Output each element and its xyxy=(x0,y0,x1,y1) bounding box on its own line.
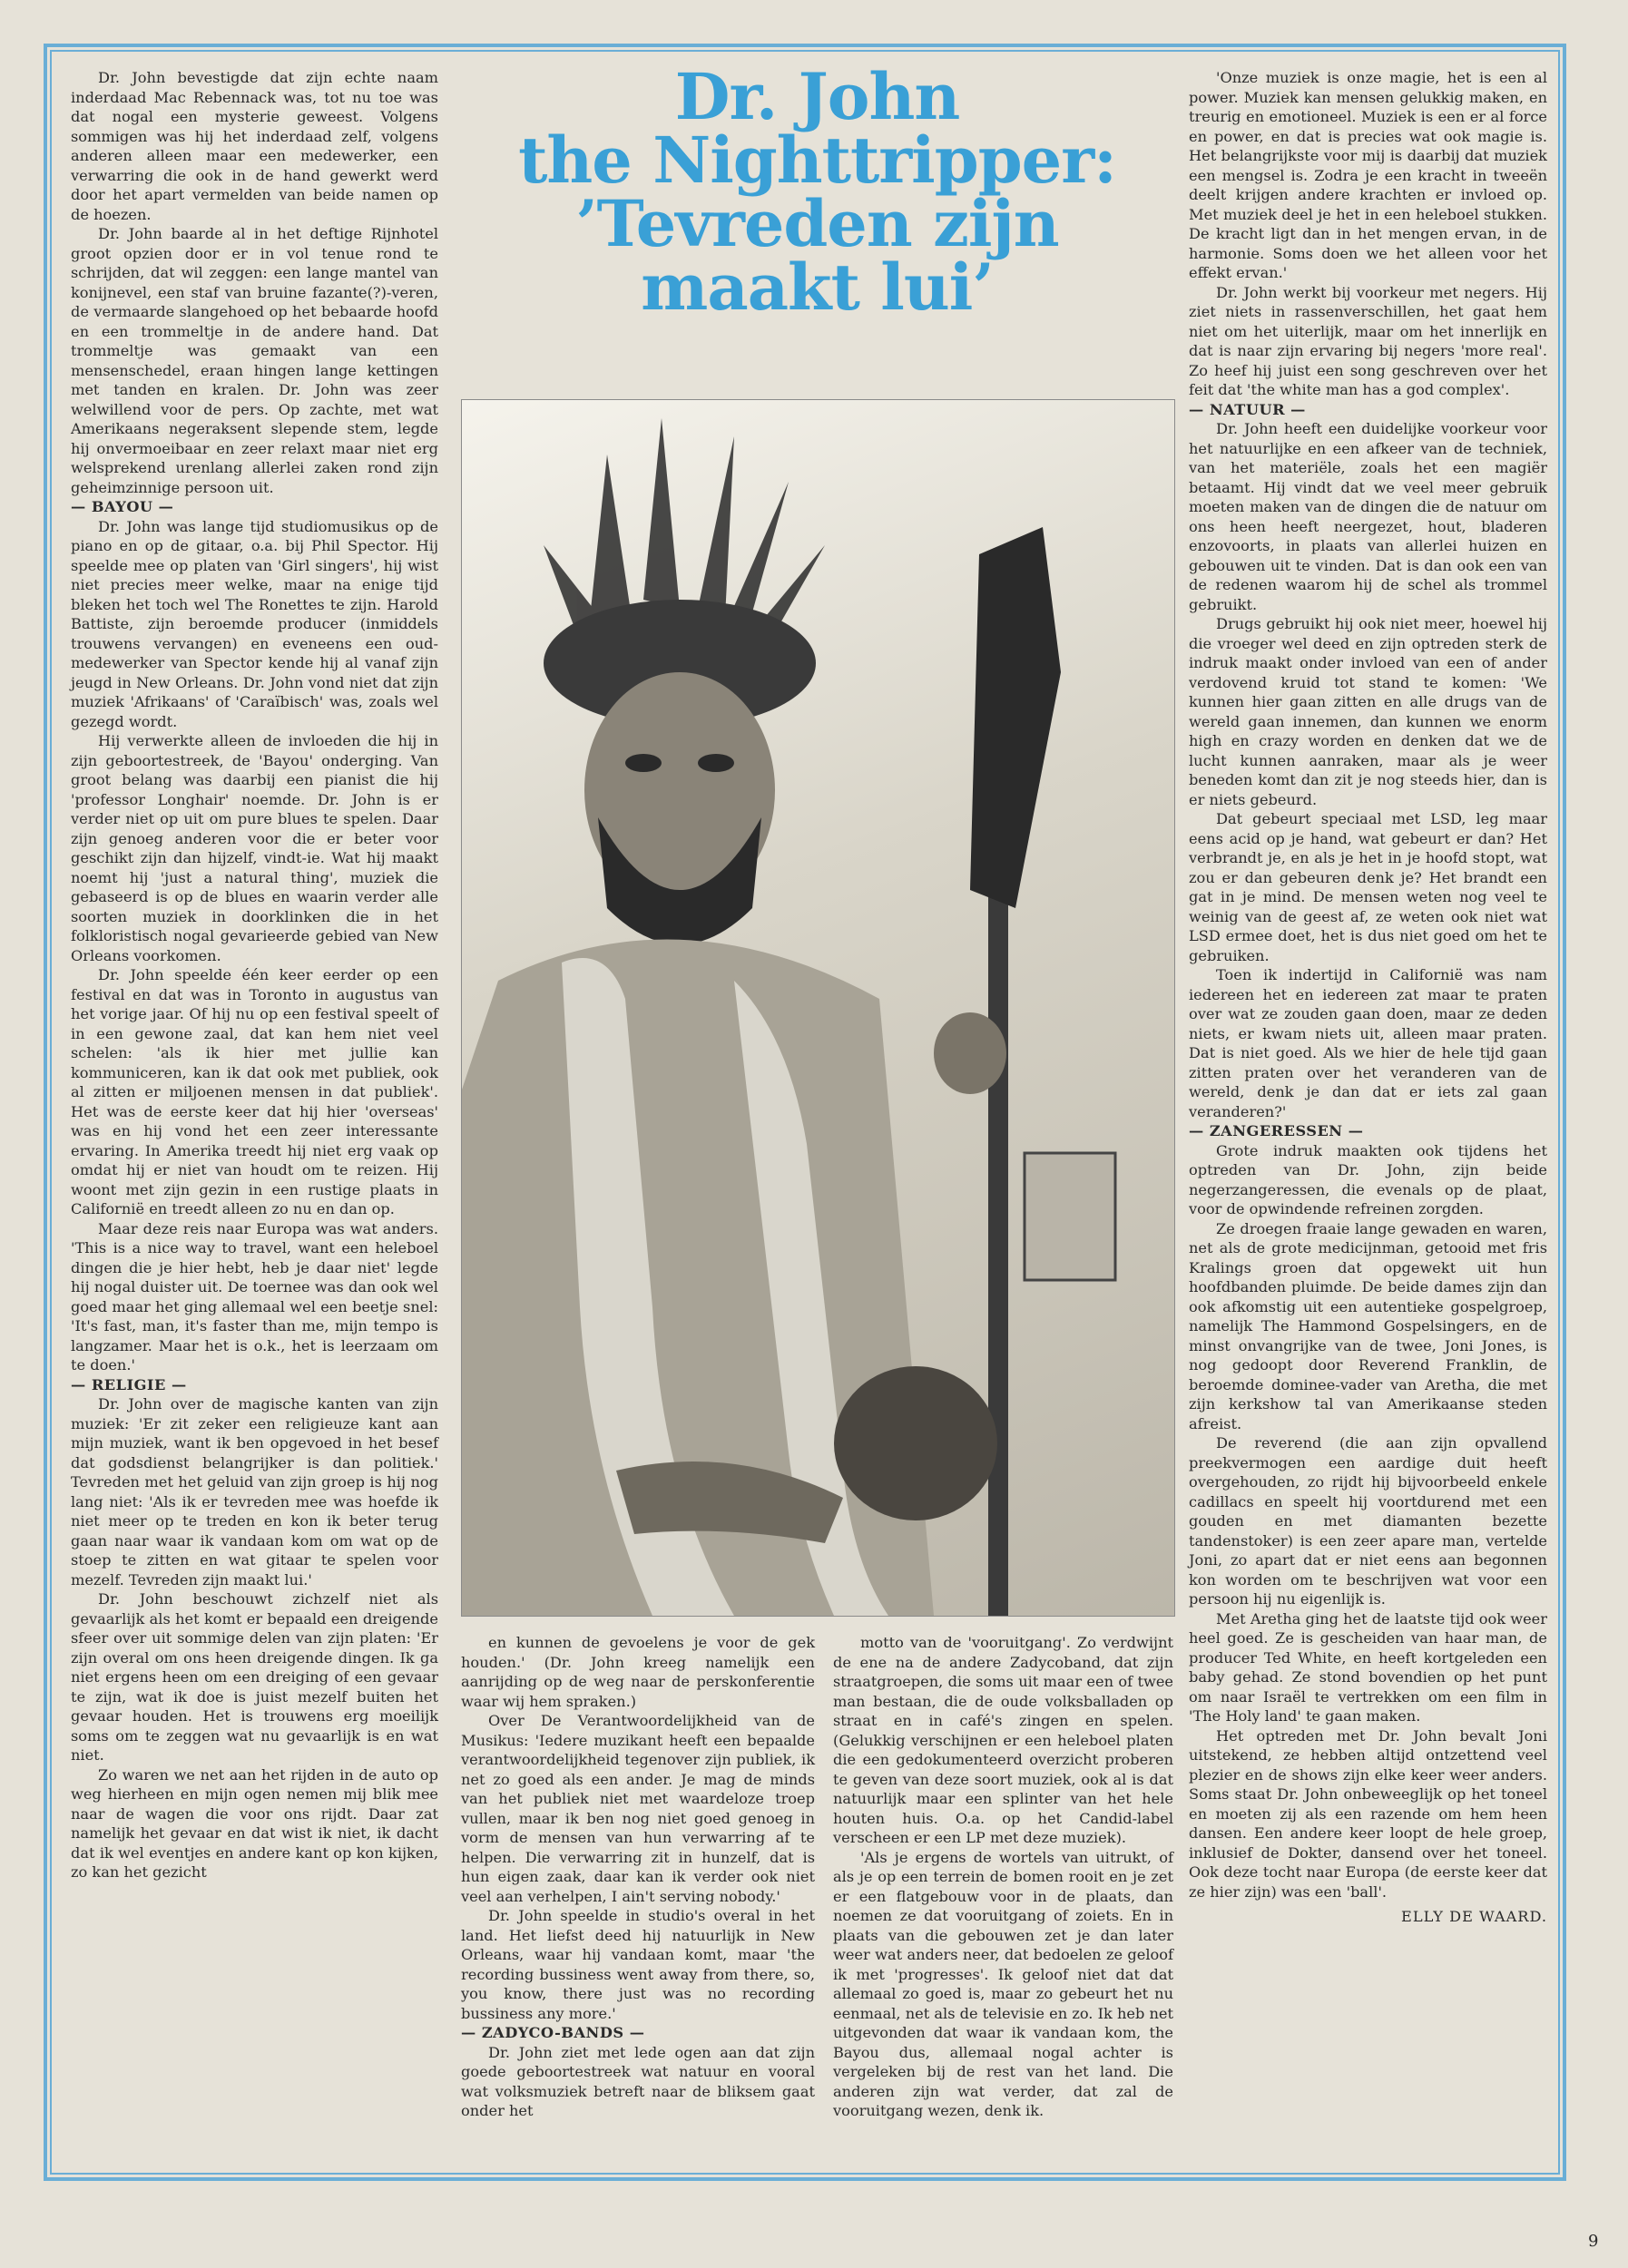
article-photo xyxy=(461,399,1175,1617)
photo-drawing xyxy=(462,400,1174,1616)
article-column-4 xyxy=(1189,68,1547,1927)
subheading: — ZADYCO-BANDS — xyxy=(461,2024,645,2041)
paragraph: Dr. John heeft een duidelijke voorkeur voor het natuurlijke en een afkeer van de techniek, van het materiële, zoals het een magiër betaamt. Hij vindt dat we veel meer gebruik moeten maken van de dingen die de natuur om ons heen heeft neergezet, hout, bladeren enzovoorts, in plaats van allerlei huizen en gebouwen uit te vinden. Dat is dan ook een van de redenen waarom hij de schel als trommel gebruikt. xyxy=(1189,420,1547,613)
paragraph: Dr. John ziet met lede ogen aan dat zijn goede geboortestreek wat natuur en vooral wat volksmuziek betreft naar de bliksem gaat onder het xyxy=(461,2043,815,2119)
headline-line-4: maakt lui’ xyxy=(641,249,994,325)
paragraph: Dr. John was lange tijd studiomusikus op de piano en op de gitaar, o.a. bij Phil Spector. Hij speelde mee op platen van 'Girl singers', hij wist niet precies meer welke, maar na enige tijd bleken het toch wel The Ronettes te zijn. Harold Battiste, zijn beroemde producer (inmiddels trouwens vervangen) en eveneens een oud-medewerker van Spector kende hij al vanaf zijn jeugd in New Orleans. Dr. John vond niet dat zijn muziek 'Afrikaans' of 'Caraïbisch' was, zoals wel gezegd wordt. xyxy=(71,517,438,730)
headline-line-2: the Nighttripper: xyxy=(518,122,1116,198)
page-number: 9 xyxy=(1588,2232,1599,2251)
author-byline: ELLY DE WAARD. xyxy=(1401,1908,1547,1925)
article-column-1 xyxy=(71,68,438,1882)
article-column-2 xyxy=(461,1633,815,2121)
paragraph: 'Onze muziek is onze magie, het is een al power. Muziek kan mensen gelukkig maken, en treurig en emotioneel. Muziek is een er al force en power, en dat is precies wat ook magie is. Het belangrijkste voor mij is daarbij dat muziek een mengsel is. Zodra je een kracht in tweeën deelt krijgen andere krachten er invloed op. Met muziek deel je het in een heleboel stukken. De kracht ligt dan in het mengen ervan, in de harmonie. Soms doen we het alleen voor het effekt ervan.' xyxy=(1189,69,1547,281)
paragraph: Dr. John werkt bij voorkeur met negers. Hij ziet niets in rassenverschillen, het gaat hem niet om het uiterlijk, maar om het innerlijk en dat is naar zijn ervaring bij negers 'more real'. Zo heef hij juist een song geschreven over het feit dat 'the white man has a god complex'. xyxy=(1189,283,1547,398)
paragraph: Toen ik indertijd in Californië was nam iedereen het en iedereen zat maar te praten over wat ze zouden gaan doen, maar ze deden niets, er kwam niets uit, alleen maar praten. Dat is niet goed. Als we hier de hele tijd gaan zitten praten over het veranderen van de wereld, denk je dan dat er iets zal gaan veranderen?' xyxy=(1189,966,1547,1120)
paragraph: Zo waren we net aan het rijden in de auto op weg hierheen en mijn ogen nemen mij blik mee naar de wagen die voor ons rijdt. Daar zat namelijk het gevaar en dat wist ik niet, ik dacht dat ik wel eventjes en andere kant op kon kijken, zo kan het gezicht xyxy=(71,1765,438,1881)
article-headline xyxy=(461,59,1173,392)
paragraph: De reverend (die aan zijn opvallend preekvermogen een aardige duit heeft overgehouden, zo rijdt hij bijvoorbeeld enkele cadillacs en speelt hij voortdurend met een gouden en met diamanten bezette tandenstoker) is een zeer apare man, vertelde Joni, zo apart dat er niet eens aan begonnen kon worden om te beschrijven wat voor een persoon hij nu eigenlijk is. xyxy=(1189,1434,1547,1608)
headline-line-3: ’Tevreden zijn xyxy=(575,186,1059,261)
paragraph: motto van de 'vooruitgang'. Zo verdwijnt de ene na de andere Zadycoband, dat zijn straatgroepen, die soms uit maar een of twee man bestaan, die de oude volksballaden op straat en in café's zingen en spelen. (Gelukkig verschijnen er een heleboel platen die een gedokumenteerd overzicht proberen te geven van deze soort muziek, ook al is dat natuurlijk maar een splinter van het hele houten huis. O.a. op het Candid-label verscheen er een LP met deze muziek). xyxy=(833,1634,1173,1846)
paragraph: Dr. John speelde in studio's overal in het land. Het liefst deed hij natuurlijk in New Orleans, waar hij vandaan komt, maar 'the recording bussiness went away from there, so, you know, there just was no recording bussiness any more.' xyxy=(461,1907,815,2022)
paragraph: Dr. John over de magische kanten van zijn muziek: 'Er zit zeker een religieuze kant aan mijn muziek, want ik ben opgevoed in het besef dat godsdienst belangrijker is dan politiek.' Tevreden met het geluid van zijn groep is hij nog lang niet: 'Als ik er tevreden mee was hoefde ik niet meer op te treden en kon ik beter terug gaan naar waar ik vandaan kom om wat op de stoep te zitten en wat gitaar te spelen voor mezelf. Tevreden zijn maakt lui.' xyxy=(71,1395,438,1589)
paragraph: en kunnen de gevoelens je voor de gek houden.' (Dr. John kreeg namelijk een aanrijding op de weg naar de perskonferentie waar wij hem spraken.) xyxy=(461,1634,815,1710)
paragraph: Grote indruk maakten ook tijdens het optreden van Dr. John, zijn beide negerzangeressen, die evenals op de plaat, voor de opwindende refreinen zorgden. xyxy=(1189,1141,1547,1217)
paragraph: 'Als je ergens de wortels van uitrukt, of als je op een terrein de bomen rooit en je zet er een flatgebouw voor in de plaats, dan noemen ze dat vooruitgang of zoiets. En in plaats van die gebouwen zet je dan later weer wat anders neer, dat bedoelen ze geloof ik met 'progresses'. Ik geloof niet dat dat allemaal zo goed is, maar zo gebeurt het nu eenmaal, net als de televisie en zo. Ik heb net uitgevonden dat waar ik vandaan kom, the Bayou dus, allemaal nogal achter is vergeleken bij de rest van het land. Die anderen zijn wat verder, dat zal de vooruitgang wezen, denk ik. xyxy=(833,1848,1173,2119)
paragraph: Ze droegen fraaie lange gewaden en waren, net als de grote medicijnman, getooid met fris Kralings groen dat opgewekt uit hun hoofdbanden pluimde. De beide dames zijn dan ook afkomstig uit een autentieke gospelgroep, namelijk The Hammond Gospelsingers, en de minst onvangrijke van de twee, Joni Jones, is nog gedoopt door Reverend Franklin, de beroemde dominee-vader van Aretha, die met zijn kerkshow tal van Amerikaanse steden afreist. xyxy=(1189,1219,1547,1432)
article-column-3 xyxy=(833,1633,1173,2121)
paragraph: Maar deze reis naar Europa was wat anders. 'This is a nice way to travel, want een heleboel dingen die je hier hebt, heb je daar niet' legde hij nogal duister uit. De toernee was dan ook wel goed maar het ging allemaal wel een beetje snel: 'It's fast, man, it's faster than me, mijn tempo is langzamer. Maar het is o.k., het is leerzaam om te doen.' xyxy=(71,1219,438,1374)
paragraph: Dr. John speelde één keer eerder op een festival en dat was in Toronto in augustus van het vorige jaar. Of hij nu op een festival speelt of in een gewone zaal, dat kan hem niet veel schelen: 'als ik hier met jullie kan kommuniceren, kan ik dat ook met publiek, ook al zitten er miljoenen mensen in dat publiek'. Het was de eerste keer dat hij hier 'overseas' was en hij vond het een zeer interessante ervaring. In Amerika treedt hij niet erg vaak op omdat hij er niet van houdt om te reizen. Hij woont met zijn gezin in een rustige plaats in Californië en treedt alleen zo nu en dan op. xyxy=(71,966,438,1217)
paragraph: Met Aretha ging het de laatste tijd ook weer heel goed. Ze is gescheiden van haar man, de producer Ted White, en heeft kortgeleden een baby gehad. Ze stond bovendien op het punt om naar Israël te vertrekken om een film in 'The Holy land' te gaan maken. xyxy=(1189,1609,1547,1725)
subheading: — NATUUR — xyxy=(1189,400,1306,418)
paragraph: Drugs gebruikt hij ook niet meer, hoewel hij die vroeger wel deed en zijn optreden sterk de indruk maakt onder invloed van een of ander verdovend kruid tot stand te komen: 'We kunnen hier gaan zitten en alle drugs van de wereld gaan innemen, dan kunnen we enorm high en crazy worden en denken dat we de lucht kunnen aanraken, maar als je weer beneden komt dan zit je nog steeds hier, dan is er niets gebeurd. xyxy=(1189,615,1547,808)
paragraph: Dr. John bevestigde dat zijn echte naam inderdaad Mac Rebennack was, tot nu toe was dat nogal een mysterie geweest. Volgens sommigen was hij het inderdaad zelf, volgens anderen alleen maar een medewerker, een verwarring die ook in de hand gewerkt werd door het apart vermelden van beide namen op de hoezen. xyxy=(71,69,438,223)
subheading: — ZANGERESSEN — xyxy=(1189,1122,1364,1139)
paragraph: Het optreden met Dr. John bevalt Joni uitstekend, ze hebben altijd ontzettend veel plezier en de shows zijn elke keer weer anders. Soms staat Dr. John onbeweeglijk op het toneel en moeten zij als een razende om hem heen dansen. Een andere keer loopt de hele groep, inklusief de Dokter, dansend over het toneel. Ook deze tocht naar Europa (de eerste keer dat ze hier zijn) was een 'ball'. xyxy=(1189,1726,1547,1901)
subheading: — BAYOU — xyxy=(71,498,174,515)
paragraph: Over De Verantwoordelijkheid van de Musikus: 'Iedere muzikant heeft een bepaalde verantwoordelijkheid tegenover zijn publiek, ik net zo goed als een ander. Je mag de minds van het publiek niet met waardeloze troep vullen, maar ik ben nog niet goed genoeg in vorm de mensen van hun verwarring af te helpen. Die verwarring zit in hunzelf, dat is hun eigen zaak, daar kan ik verder ook niet veel aan verhelpen, I ain't serving nobody.' xyxy=(461,1712,815,1905)
subheading: — RELIGIE — xyxy=(71,1375,187,1393)
paragraph: Dat gebeurt speciaal met LSD, leg maar eens acid op je hand, wat gebeurt er dan? Het verbrandt je, en als je het in je hoofd stopt, wat zou er dan gebeuren denk je? Het brandt een gat in je mind. De mensen weten nog veel te weinig van de geest af, ze weten ook niet wat LSD ermee doet, het is dus niet goed om het te gebruiken. xyxy=(1189,810,1547,964)
paragraph: Dr. John baarde al in het deftige Rijnhotel groot opzien door er in vol tenue rond te schrijden, dat wil zeggen: een lange mantel van konijnevel, een staf van bruine fazante(?)-veren, de vermaarde slangehoed op het bebaarde hoofd en een trommeltje in de andere hand. Dat trommeltje was gemaakt van een mensenschedel, eraan hingen lange kettingen met tanden en kralen. Dr. John was zeer welwillend voor de pers. Op zachte, met wat Amerikaans negeraksent slepende stem, legde hij onvermoeibaar en zeer relaxt maar niet erg welsprekend urenlang allerlei zaken rond zijn geheimzinnige persoon uit. xyxy=(71,225,438,496)
paragraph: Hij verwerkte alleen de invloeden die hij in zijn geboortestreek, de 'Bayou' onderging. Van groot belang was daarbij een pianist die hij 'professor Longhair' noemde. Dr. John is er verder niet op uit om pure blues te spelen. Daar zijn genoeg anderen voor die er beter voor geschikt zijn dan hijzelf, vindt-ie. Wat hij maakt noemt hij 'just a natural thing', muziek die gebaseerd is op de blues en waarin verder alle soorten muziek in doorklinken die in het folkloristisch nogal gevarieerde gebied van New Orleans voorkomen. xyxy=(71,732,438,964)
headline-line-1: Dr. John xyxy=(674,59,960,134)
paragraph: Dr. John beschouwt zichzelf niet als gevaarlijk als het komt er bepaald een dreigende sfeer over uit sommige delen van zijn platen: 'Er zijn overal om ons heen dreigende dingen. Ik ga niet ergens heen om een dreiging of een gevaar te zijn, wat ik doe is juist mezelf buiten het gevaar houden. Het is trouwens erg moeilijk soms om te zeggen wat nu gevaarlijk is en wat niet. xyxy=(71,1590,438,1764)
